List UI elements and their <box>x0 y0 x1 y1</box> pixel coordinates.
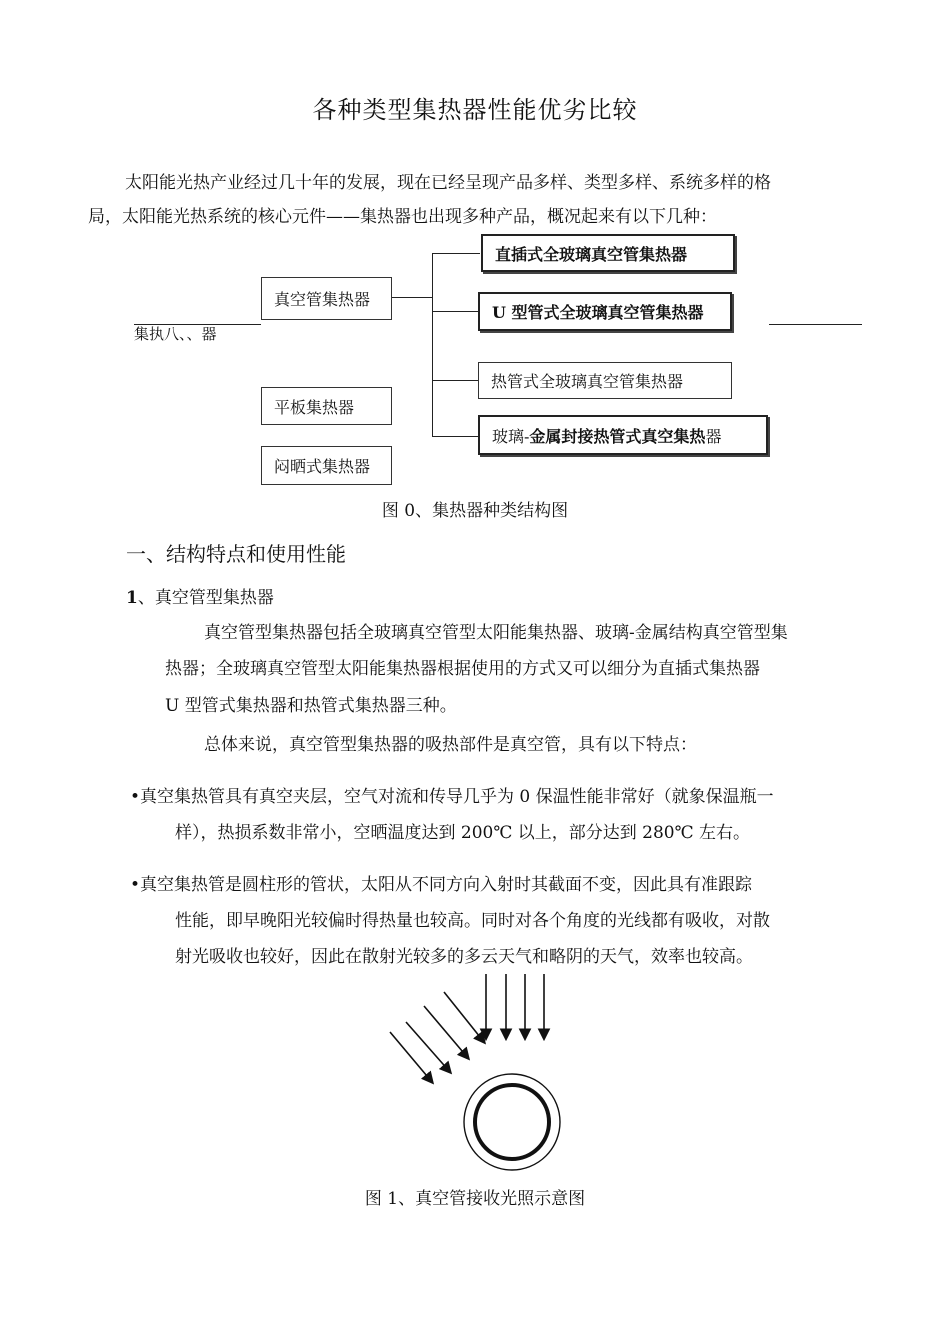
heat-pipe-tube-box <box>478 362 732 399</box>
connector-h-4 <box>432 436 478 437</box>
diagram-root-label: 集执八、、器 <box>134 325 217 343</box>
bullet1-line-2: 样），热损系数非常小，空晒温度达到 200℃ 以上，部分达到 280℃ 左右。 <box>175 823 751 843</box>
subsection-title: 、真空管型集热器 <box>137 588 274 608</box>
connector-h-1 <box>432 253 480 254</box>
box-label-bold: 金属封接热管式真空集热 <box>529 426 706 446</box>
bullet2-line-2: 性能，即早晚阳光较偏时得热量也较高。同时对各个角度的光线都有吸收，对散 <box>175 911 770 931</box>
para1-line-3: U 型管式集热器和热管式集热器三种。 <box>165 696 457 716</box>
diagram-caption: 图 0、集热器种类结构图 <box>381 501 569 521</box>
intro-line-1: 太阳能光热产业经过几十年的发展，现在已经呈现产品多样、类型多样、系统多样的格 <box>125 173 771 193</box>
para1-line-1: 真空管型集热器包括全玻璃真空管型太阳能集热器、玻璃-金属结构真空管型集 <box>204 623 788 643</box>
u-pipe-tube-box <box>478 292 732 331</box>
direct-insert-tube-box <box>481 234 735 272</box>
vacuum-tube-collector-box <box>261 277 392 320</box>
connector-h-3 <box>432 380 478 381</box>
bullet1-line-1: •真空集热管具有真空夹层，空气对流和传导几乎为 0 保温性能非常好（就象保温瓶一 <box>130 787 774 807</box>
figure1-caption: 图 1、真空管接收光照示意图 <box>364 1189 586 1209</box>
subsection-heading <box>126 583 274 608</box>
box-label: 闷晒式集热器 <box>274 457 371 476</box>
batch-collector-box <box>261 446 392 485</box>
connector-v-main <box>432 253 433 436</box>
box-label: 直插式全玻璃真空管集热器 <box>495 244 688 264</box>
box-label: 热管式全玻璃真空管集热器 <box>491 372 684 391</box>
box-label: 真空管集热器 <box>274 290 371 309</box>
page-title: 各种类型集热器性能优劣比较 <box>312 96 638 124</box>
box-label-prefix: 玻璃- <box>492 426 530 446</box>
light-ray-arrow <box>444 992 484 1042</box>
section-heading: 一、结构特点和使用性能 <box>126 542 346 566</box>
box-label: U 型管式全玻璃真空管集热器 <box>492 303 704 322</box>
subsection-number: 1 <box>126 588 138 608</box>
vacuum-tube-sunlight-figure <box>380 970 580 1180</box>
root-connector <box>134 324 261 325</box>
para2: 总体来说，真空管型集热器的吸热部件是真空管，具有以下特点： <box>204 735 697 755</box>
connector-h-2 <box>432 311 478 312</box>
flat-plate-collector-box <box>261 387 392 425</box>
para1-line-2: 热器；全玻璃真空管型太阳能集热器根据使用的方式又可以细分为直插式集热器 <box>165 659 760 679</box>
box-label-suffix: 器 <box>705 426 722 446</box>
glass-metal-tube-box <box>478 415 768 455</box>
inner-absorber-tube <box>475 1085 549 1159</box>
intro-line-2: 局，太阳能光热系统的核心元件——集热器也出现多种产品，概况起来有以下几种： <box>88 207 717 227</box>
connector-h-main <box>392 297 433 298</box>
bullet2-line-3: 射光吸收也较好，因此在散射光较多的多云天气和略阴的天气，效率也较高。 <box>175 947 753 967</box>
box-label: 平板集热器 <box>274 397 355 417</box>
light-ray-arrow <box>390 1032 432 1082</box>
right-rule <box>769 324 862 325</box>
bullet2-line-1: •真空集热管是圆柱形的管状，太阳从不同方向入射时其截面不变，因此具有准跟踪 <box>130 875 753 895</box>
outer-glass-tube <box>464 1074 560 1170</box>
